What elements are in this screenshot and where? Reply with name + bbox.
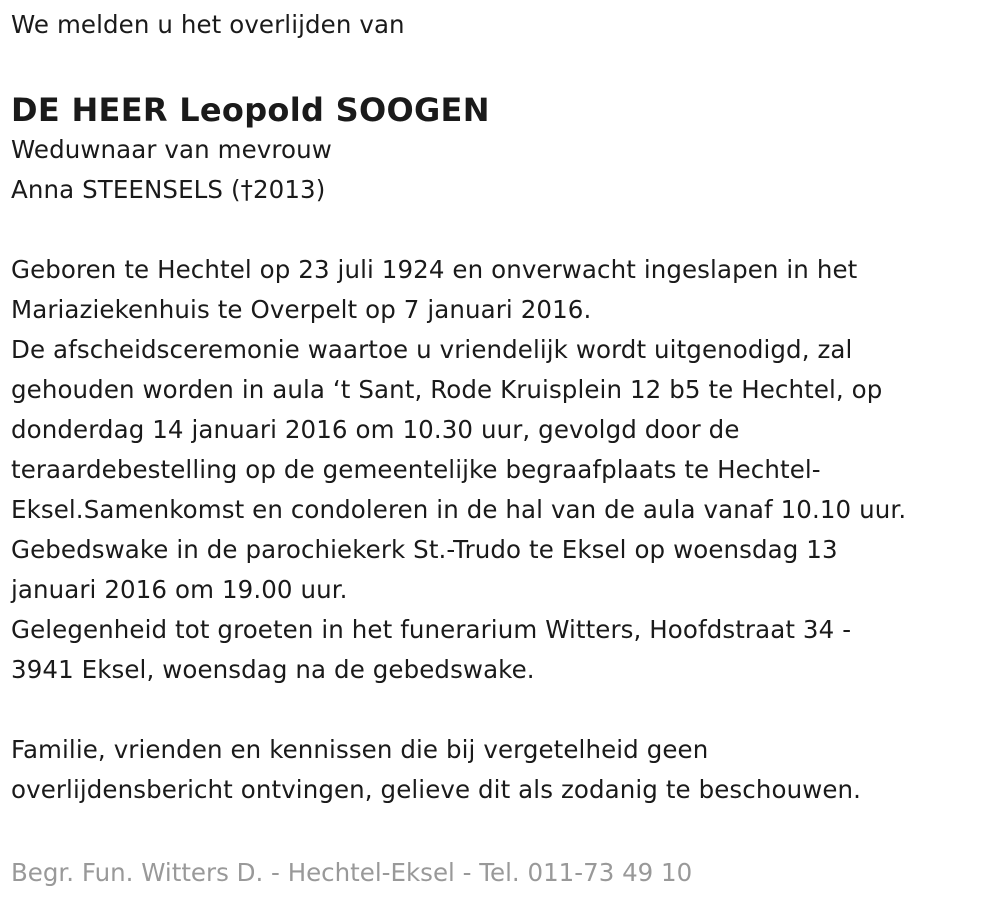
details-line: De afscheidsceremonie waartoe u vriendelijk wordt uitgenodigd, zal	[11, 335, 853, 364]
death-notice	[11, 0, 991, 810]
details-line: januari 2016 om 19.00 uur.	[11, 575, 348, 604]
closing-line: Familie, vrienden en kennissen die bij vergetelheid geen	[11, 735, 709, 764]
details-line: teraardebestelling op de gemeentelijke begraafplaats te Hechtel-	[11, 455, 821, 484]
closing-line: overlijdensbericht ontvingen, gelieve dit als zodanig te beschouwen.	[11, 775, 862, 804]
details-paragraph	[11, 250, 991, 690]
details-line: Geboren te Hechtel op 23 juli 1924 en onverwacht ingeslapen in het	[11, 255, 858, 284]
funeral-home-footer: Begr. Fun. Witters D. - Hechtel-Eksel - Tel. 011-73 49 10	[11, 858, 693, 887]
details-line: 3941 Eksel, woensdag na de gebedswake.	[11, 655, 535, 684]
details-line: Gebedswake in de parochiekerk St.-Trudo te Eksel op woensdag 13	[11, 535, 838, 564]
details-line: donderdag 14 januari 2016 om 10.30 uur, gevolgd door de	[11, 415, 740, 444]
intro-text: We melden u het overlijden van	[11, 10, 405, 39]
paragraph-gap	[11, 210, 991, 250]
details-line: Mariaziekenhuis te Overpelt op 7 januari 2016.	[11, 295, 592, 324]
deceased-name: DE HEER Leopold SOOGEN	[11, 91, 490, 129]
paragraph-gap	[11, 690, 991, 730]
closing-paragraph	[11, 730, 991, 810]
spouse-line: Weduwnaar van mevrouw	[11, 135, 332, 164]
details-line: gehouden worden in aula ‘t Sant, Rode Kruisplein 12 b5 te Hechtel, op	[11, 375, 883, 404]
details-line: Eksel.Samenkomst en condoleren in de hal van de aula vanaf 10.10 uur.	[11, 495, 907, 524]
details-line: Gelegenheid tot groeten in het funerarium Witters, Hoofdstraat 34 -	[11, 615, 852, 644]
spouse-line: Anna STEENSELS (†2013)	[11, 175, 326, 204]
